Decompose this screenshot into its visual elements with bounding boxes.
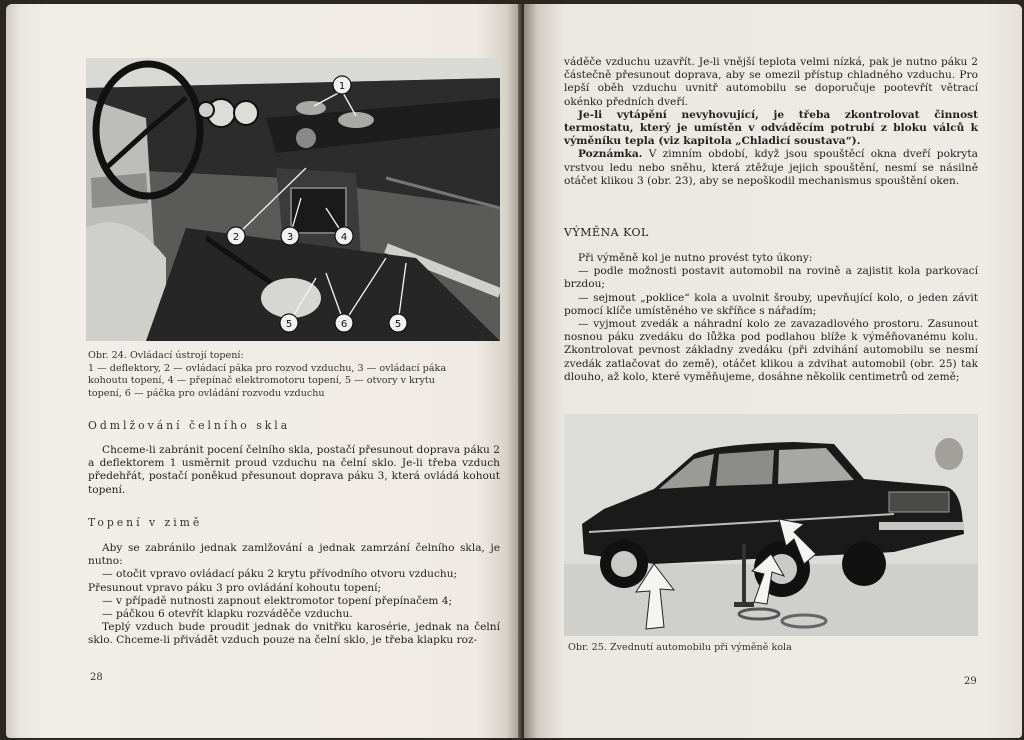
heading-winter: Topení v zimě: [88, 516, 203, 529]
paragraph-continuation: [564, 56, 978, 188]
callout-1: [333, 76, 351, 94]
paragraph-defrost-text: Chceme-li zabránit pocení čelního skla, postačí přesunout doprava páku 2 a deflektorem 1 usměrnit proud vzduchu na čelní sklo. Je-li třeba vzduch předehřát, postačí poněkud přesunout doprava páku 3, která ovládá kohout topení.: [88, 444, 500, 496]
svg-text:6: 6: [340, 319, 348, 330]
wheels-intro: Při výměně kol je nutno provést tyto úkony:: [578, 252, 813, 264]
right-page: [524, 4, 1022, 738]
winter-end: Teplý vzduch bude proudit jednak do vnitřku karosérie, jednak na čelní sklo. Chceme-li přivádět vzduch pouze na čelní sklo, je třeba klapku roz-: [88, 621, 500, 647]
left-page: [6, 4, 522, 738]
page-number-left: 28: [90, 672, 103, 683]
callout-5b: [389, 314, 407, 332]
page-number-right: 29: [964, 676, 977, 687]
thermostat-text: [564, 109, 978, 149]
note-label: Poznámka.: [578, 148, 643, 161]
caption-line: Obr. 24. Ovládací ústrojí topení:: [88, 350, 244, 361]
svg-text:3: 3: [286, 232, 294, 243]
callout-5a: [280, 314, 298, 332]
note-paragraph: [564, 148, 978, 188]
winter-list-item: — otočit vpravo ovládací páku 2 krytu přívodního otvoru vzduchu;: [102, 568, 458, 581]
figure-25-car-photo: [564, 414, 978, 636]
callout-4: [335, 227, 353, 245]
svg-text:2: 2: [232, 232, 240, 243]
book-spread: [6, 4, 1022, 738]
wheels-list-item: — sejmout „poklice“ kola a uvolnit šrouby, upevňující kolo, o jeden závit pomocí klíče umístěného ve skříňce s nářadím;: [564, 291, 978, 317]
figure-24-dashboard-photo: [86, 58, 500, 341]
paragraph-wheels: [564, 252, 978, 384]
paragraph-winter: [88, 542, 500, 648]
thermostat-bold: Je-li vytápění nevyhovující, je třeba zkontrolovat činnost termostatu, který je umístěn v odváděcím potrubí z bloku válců k výměníku tepla (viz kapitola „Chladicí soustava“).: [564, 108, 978, 148]
figure-25-caption: Obr. 25. Zvednutí automobilu při výměně kola: [568, 642, 792, 653]
winter-list-item: — páčkou 6 otevřít klapku rozváděče vzduchu.: [102, 608, 353, 621]
svg-text:4: 4: [340, 232, 348, 243]
svg-text:1: 1: [338, 81, 346, 92]
winter-intro: Aby se zabránilo jednak zamlžování a jednak zamrzání čelního skla, je nutno:: [88, 542, 500, 568]
svg-text:5: 5: [394, 319, 402, 330]
caption-line: kohoutu topení, 4 — přepínač elektromotoru topení, 5 — otvory v krytu: [88, 375, 435, 387]
heading-wheels: VÝMĚNA KOL: [564, 226, 649, 239]
winter-list-item: Přesunout vpravo páku 3 pro ovládání kohoutu topení;: [88, 581, 382, 594]
heading-defrost: Odmlžování čelního skla: [88, 419, 291, 432]
continuation-text: váděče vzduchu uzavřít. Je-li vnější teplota velmi nízká, pak je nutno páku 2 částečně přesunout doprava, aby se omezil přístup chladného vzduchu. Pro lepší oběh vzduchu uvnitř automobilu se doporučuje pootevřít větrací okénko předních dveří.: [564, 56, 978, 108]
winter-list-item: — v případě nutnosti zapnout elektromotor topení přepínačem 4;: [102, 594, 453, 607]
figure-24-caption: [88, 350, 500, 400]
svg-text:5: 5: [285, 319, 293, 330]
wheels-list-item: — vyjmout zvedák a náhradní kolo ze zavazadlového prostoru. Zasunout nosnou páku zvedáku do lůžka pod podlahou blíže k výměňovanému kolu. Zkontrolovat pevnost základny zvedáku (při zdvihání automobilu se nesmí zvedák zatlačovat do země), otáčet klikou a zdvihat automobil (obr. 25) tak dlouho, až kolo, které vyměňujeme, dosáhne několik centimetrů od země;: [564, 318, 978, 383]
callout-3: [281, 227, 299, 245]
wheels-list-item: — podle možnosti postavit automobil na rovině a zajistit kola parkovací brzdou;: [564, 265, 978, 291]
caption-line: 1 — deflektory, 2 — ovládací páka pro rozvod vzduchu, 3 — ovládací páka: [88, 362, 447, 374]
callout-2: [227, 227, 245, 245]
paragraph-defrost: [88, 444, 500, 497]
caption-line: topení, 6 — páčka pro ovládání rozvodu vzduchu: [88, 387, 325, 399]
note-text: V zimním období, když jsou spouštěcí okna dveří pokryta vrstvou ledu nebo sněhu, která ztěžuje jejich spouštění, nesmí se násilně otáčet klikou 3 (obr. 23), aby se nepoškodil mechanismus spouštění oken.: [564, 148, 978, 187]
callout-6: [335, 314, 353, 332]
